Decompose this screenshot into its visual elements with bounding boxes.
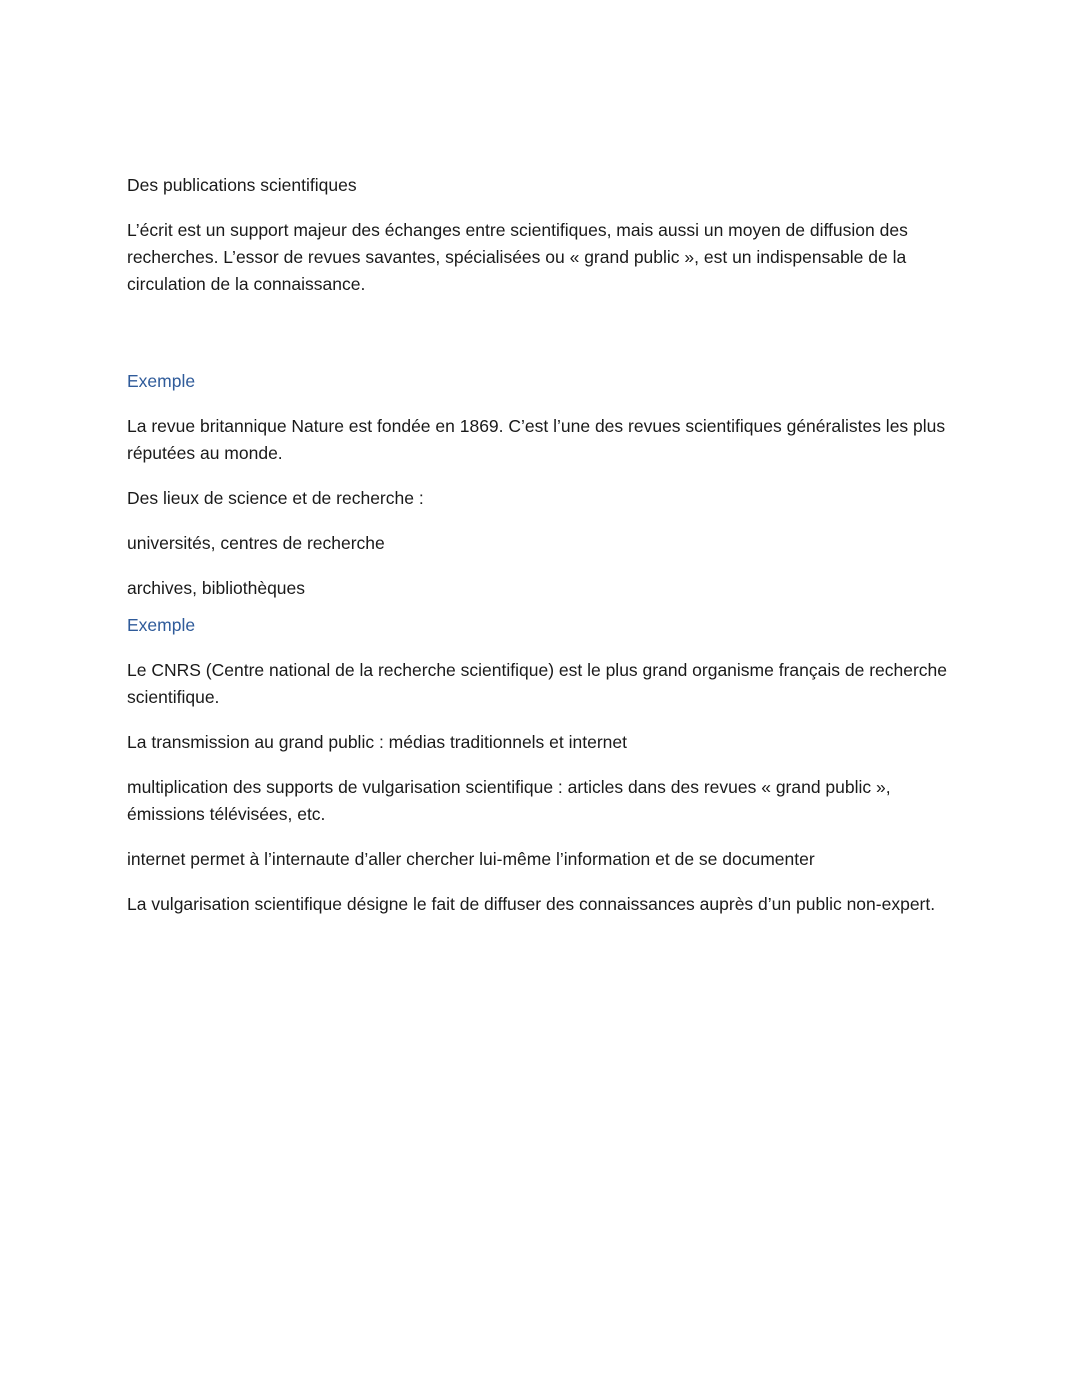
places-item: universités, centres de recherche [127, 533, 385, 553]
spacer [127, 316, 967, 368]
definition-paragraph: La vulgarisation scientifique désigne le fait de diffuser des connaissances auprès d’un public non-expert. [127, 894, 936, 914]
example-label: Exemple [127, 615, 196, 635]
example-text: La revue britannique Nature est fondée en 1869. C’est l’une des revues scientifiques généralistes les plus réputées au monde. [127, 416, 946, 463]
places-item: archives, bibliothèques [127, 578, 306, 598]
example-text: Le CNRS (Centre national de la recherche scientifique) est le plus grand organisme français de recherche scientifique. [127, 660, 948, 707]
transmission-item: internet permet à l’internaute d’aller chercher lui-même l’information et de se documenter [127, 849, 815, 869]
transmission-heading: La transmission au grand public : médias traditionnels et internet [127, 732, 627, 752]
transmission-item: multiplication des supports de vulgarisation scientifique : articles dans des revues « grand public », émissions télévisées, etc. [127, 777, 891, 824]
section-title: Des publications scientifiques [127, 175, 357, 195]
document-page [127, 172, 967, 936]
example-label: Exemple [127, 371, 196, 391]
intro-paragraph: L’écrit est un support majeur des échanges entre scientifiques, mais aussi un moyen de diffusion des recherches. L’essor de revues savantes, spécialisées ou « grand public », est un indispensable de la circulation de la connaissance. [127, 220, 908, 294]
places-heading: Des lieux de science et de recherche : [127, 488, 424, 508]
